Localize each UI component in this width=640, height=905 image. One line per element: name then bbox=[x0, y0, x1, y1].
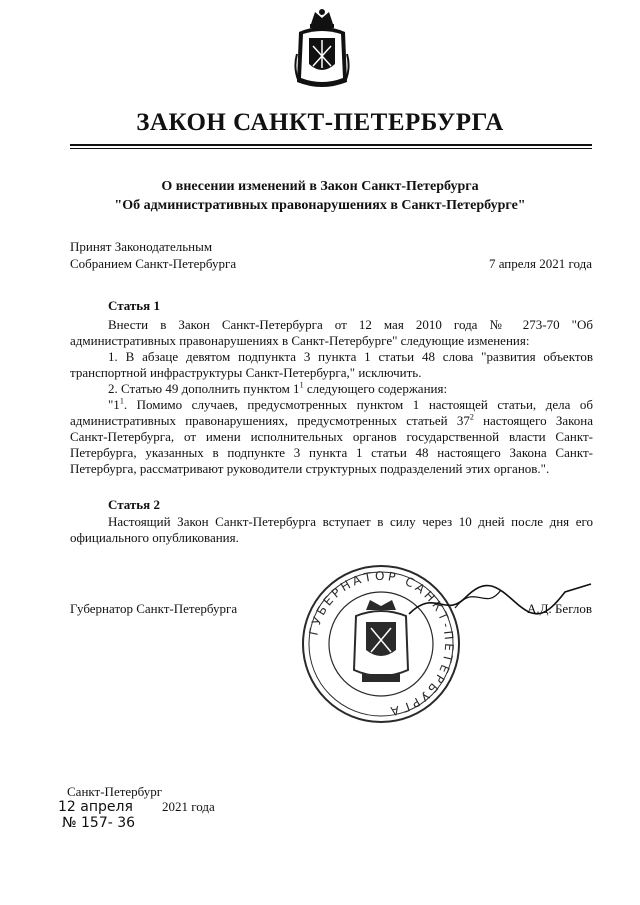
signing-date: 12 апреля bbox=[58, 799, 133, 815]
subtitle-line-1: О внесении изменений в Закон Санкт-Петербурга bbox=[161, 179, 479, 194]
item-2-prefix: 2. Статью 49 дополнить пунктом 1 bbox=[108, 381, 300, 396]
article-2-text: Настоящий Закон Санкт-Петербурга вступает в силу через 10 дней после дня его официального опубликования. bbox=[70, 514, 593, 545]
adoption-info bbox=[70, 238, 236, 272]
article-1-item-1: 1. В абзаце девятом подпункта 3 пункта 1 статьи 48 слова "развития объектов транспортной инфраструктуры Санкт-Петербурга," исключить. bbox=[70, 349, 593, 380]
item-2-sup: 1 bbox=[299, 380, 304, 390]
quote-part-1: . Помимо случаев, предусмотренных пунктом 1 настоящей статьи, дела об административных правонарушениях, предусмотренных статьей 37 bbox=[70, 397, 593, 428]
quote-sup: 1 bbox=[119, 396, 124, 406]
document-title: ЗАКОН САНКТ-ПЕТЕРБУРГА bbox=[136, 109, 504, 136]
article-1-intro: Внести в Закон Санкт-Петербурга от 12 мая 2010 года № 273-70 "Об административных правонарушениях в Санкт-Петербурге" следующие изменения: bbox=[70, 317, 593, 348]
coat-of-arms-icon bbox=[293, 8, 351, 92]
quote-part-2: настоящего Закона Санкт-Петербурга, от имени исполнительных органов государственной власти Санкт-Петербурга, указанных в подпункте 3 пункта 1 статьи 48 настоящего Закона Санкт-Петербурга, рассматривают руководители структурных подразделений этих органов.". bbox=[70, 413, 593, 476]
title-rule bbox=[70, 144, 592, 146]
subtitle-line-2: "Об административных правонарушениях в Санкт-Петербурге" bbox=[114, 198, 526, 213]
document-subtitle bbox=[0, 177, 640, 215]
article-1-quote bbox=[70, 397, 593, 477]
adoption-line-1: Принят Законодательным bbox=[70, 239, 213, 254]
item-2-suffix: следующего содержания: bbox=[303, 381, 448, 396]
handwritten-signature-icon bbox=[405, 578, 595, 623]
adoption-line-2: Собранием Санкт-Петербурга bbox=[70, 256, 237, 271]
article-2-heading: Статья 2 bbox=[108, 497, 160, 512]
signing-city: Санкт-Петербург bbox=[67, 784, 163, 799]
signing-year: 2021 года bbox=[162, 799, 215, 814]
article-1-item-2 bbox=[70, 381, 593, 397]
signer-name: А.Д. Беглов bbox=[526, 601, 592, 616]
law-number: № 157- 36 bbox=[62, 815, 136, 831]
title-rule-thin bbox=[70, 148, 592, 149]
governor-title: Губернатор Санкт-Петербурга bbox=[70, 601, 238, 616]
seal-text: ГУБЕРНАТОР САНКТ-ПЕТЕРБУРГА bbox=[306, 568, 457, 719]
adoption-date: 7 апреля 2021 года bbox=[488, 256, 592, 271]
quote-open: "1 bbox=[108, 397, 120, 412]
quote-sup-2: 2 bbox=[469, 412, 474, 422]
article-1-heading: Статья 1 bbox=[108, 298, 160, 313]
